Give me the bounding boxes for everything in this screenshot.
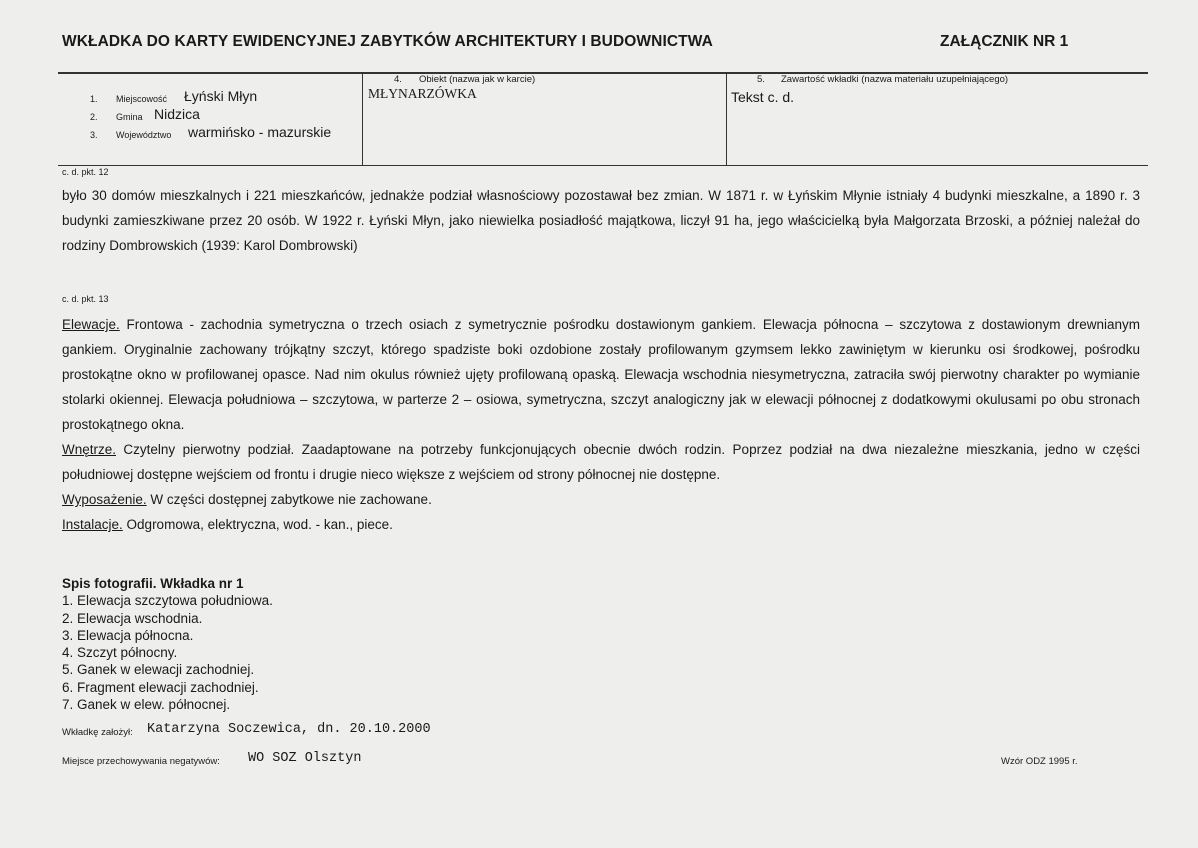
content-value: Tekst c. d. — [731, 89, 795, 105]
content-label: Zawartość wkładki (nazwa materiału uzupełniającego) — [781, 74, 1009, 85]
box-divider-1 — [362, 73, 363, 166]
furnishings-heading: Wyposażenie. — [62, 492, 147, 507]
object-value: MŁYNARZÓWKA — [368, 86, 477, 101]
location-number-2: 2. — [90, 112, 98, 122]
location-value-town: Łyński Młyn — [184, 88, 258, 104]
template-note: Wzór ODZ 1995 r. — [1001, 756, 1078, 767]
annex-number: ZAŁĄCZNIK NR 1 — [940, 33, 1069, 50]
object-label: Obiekt (nazwa jak w karcie) — [419, 74, 536, 85]
installations-text: Odgromowa, elektryczna, wod. - kan., piece. — [122, 517, 393, 532]
card-title: WKŁADKA DO KARTY EWIDENCYJNEJ ZABYTKÓW ARCHITEKTURY I BUDOWNICTWA — [62, 33, 713, 50]
author-value: Katarzyna Soczewica, dn. 20.10.2000 — [147, 722, 431, 737]
installations-paragraph — [62, 512, 1140, 537]
interior-paragraph — [62, 437, 1140, 487]
furnishings-text: W części dostępnej zabytkowe nie zachowane. — [146, 492, 432, 507]
location-number-1: 1. — [90, 94, 98, 104]
installations-heading: Instalacje. — [62, 517, 123, 532]
location-label-commune: Gmina — [116, 112, 143, 122]
photo-list-item: 6. Fragment elewacji zachodniej. — [62, 679, 259, 695]
interior-heading: Wnętrze. — [62, 442, 117, 457]
storage-value: WO SOZ Olsztyn — [248, 751, 362, 766]
section-12-ref: c. d. pkt. 12 — [62, 167, 109, 177]
photo-list-item: 3. Elewacja północna. — [62, 627, 194, 643]
section-12-paragraph: było 30 domów mieszkalnych i 221 mieszkańców, jednakże podział własnościowy pozostawał bez zmian. W 1871 r. w Łyńskim Młynie istniały 4 budynki mieszkalne, a 1890 r. 3 budynki zamieszkiwane przez 20 osób. W 1922 r. Łyński Młyn, jako niewielka posiadłość majątkowa, liczył 91 ha, jego właścicielką była Małgorzata Brzoski, a później należał do rodziny Dombrowskich (1939: Karol Dombrowski) — [62, 188, 1140, 253]
box-bottom-line — [58, 165, 1148, 166]
location-value-commune: Nidzica — [154, 106, 200, 122]
storage-label: Miejsce przechowywania negatywów: — [62, 756, 220, 767]
box-divider-2 — [726, 73, 727, 166]
location-label-voivodeship: Województwo — [116, 130, 172, 140]
photo-list-item: 2. Elewacja wschodnia. — [62, 610, 203, 626]
photo-list-item: 5. Ganek w elewacji zachodniej. — [62, 662, 255, 678]
furnishings-paragraph — [62, 487, 1140, 512]
author-label: Wkładkę założył: — [62, 727, 133, 738]
content-number: 5. — [757, 74, 765, 85]
elevations-heading: Elewacje. — [62, 317, 120, 332]
section-13-text — [62, 312, 1140, 537]
location-number-3: 3. — [90, 130, 98, 140]
photo-list-heading: Spis fotografii. Wkładka nr 1 — [62, 576, 244, 591]
location-value-voivodeship: warmińsko - mazurskie — [188, 124, 332, 140]
location-label-town: Miejscowość — [116, 94, 168, 104]
photo-list — [62, 575, 273, 713]
photo-list-item: 7. Ganek w elew. północnej. — [62, 697, 231, 713]
interior-text: Czytelny pierwotny podział. Zaadaptowane na potrzeby funkcjonujących obecnie dwóch rodzin. Poprzez podział na dwa niezależne mieszkania, jedno w części południowej dostępne wejściem od frontu i drugie nieco większe z wejściem od strony północnej nie dostępne. — [62, 442, 1140, 482]
elevations-paragraph — [62, 312, 1140, 437]
photo-list-item: 4. Szczyt północny. — [62, 645, 178, 661]
section-12-text — [62, 183, 1140, 258]
elevations-text: Frontowa - zachodnia symetryczna o trzech osiach z symetrycznie pośrodku dostawionym gankiem. Elewacja północna – szczytowa z dostawionym drewnianym gankiem. Oryginalnie zachowany trójkątny szczyt, którego spadziste boki ozdobione zostały profilowanym gzymsem lekko zawiniętym w kierunku osi środkowej, pośrodku prostokątne okno w profilowanej opasce. Nad nim okulus również ujęty profilowaną opaską. Elewacja wschodnia niesymetryczna, zatraciła swój pierwotny charakter po wymianie stolarki okiennej. Elewacja południowa – szczytowa, w parterze 2 – osiowa, symetryczna, szczyt analogiczny jak w elewacji północnej z dodatkowymi okulusami po obu stronach prostokątnego okna. — [62, 317, 1140, 432]
section-13-ref: c. d. pkt. 13 — [62, 294, 109, 304]
photo-list-item: 1. Elewacja szczytowa południowa. — [62, 593, 273, 609]
object-number: 4. — [394, 74, 402, 85]
